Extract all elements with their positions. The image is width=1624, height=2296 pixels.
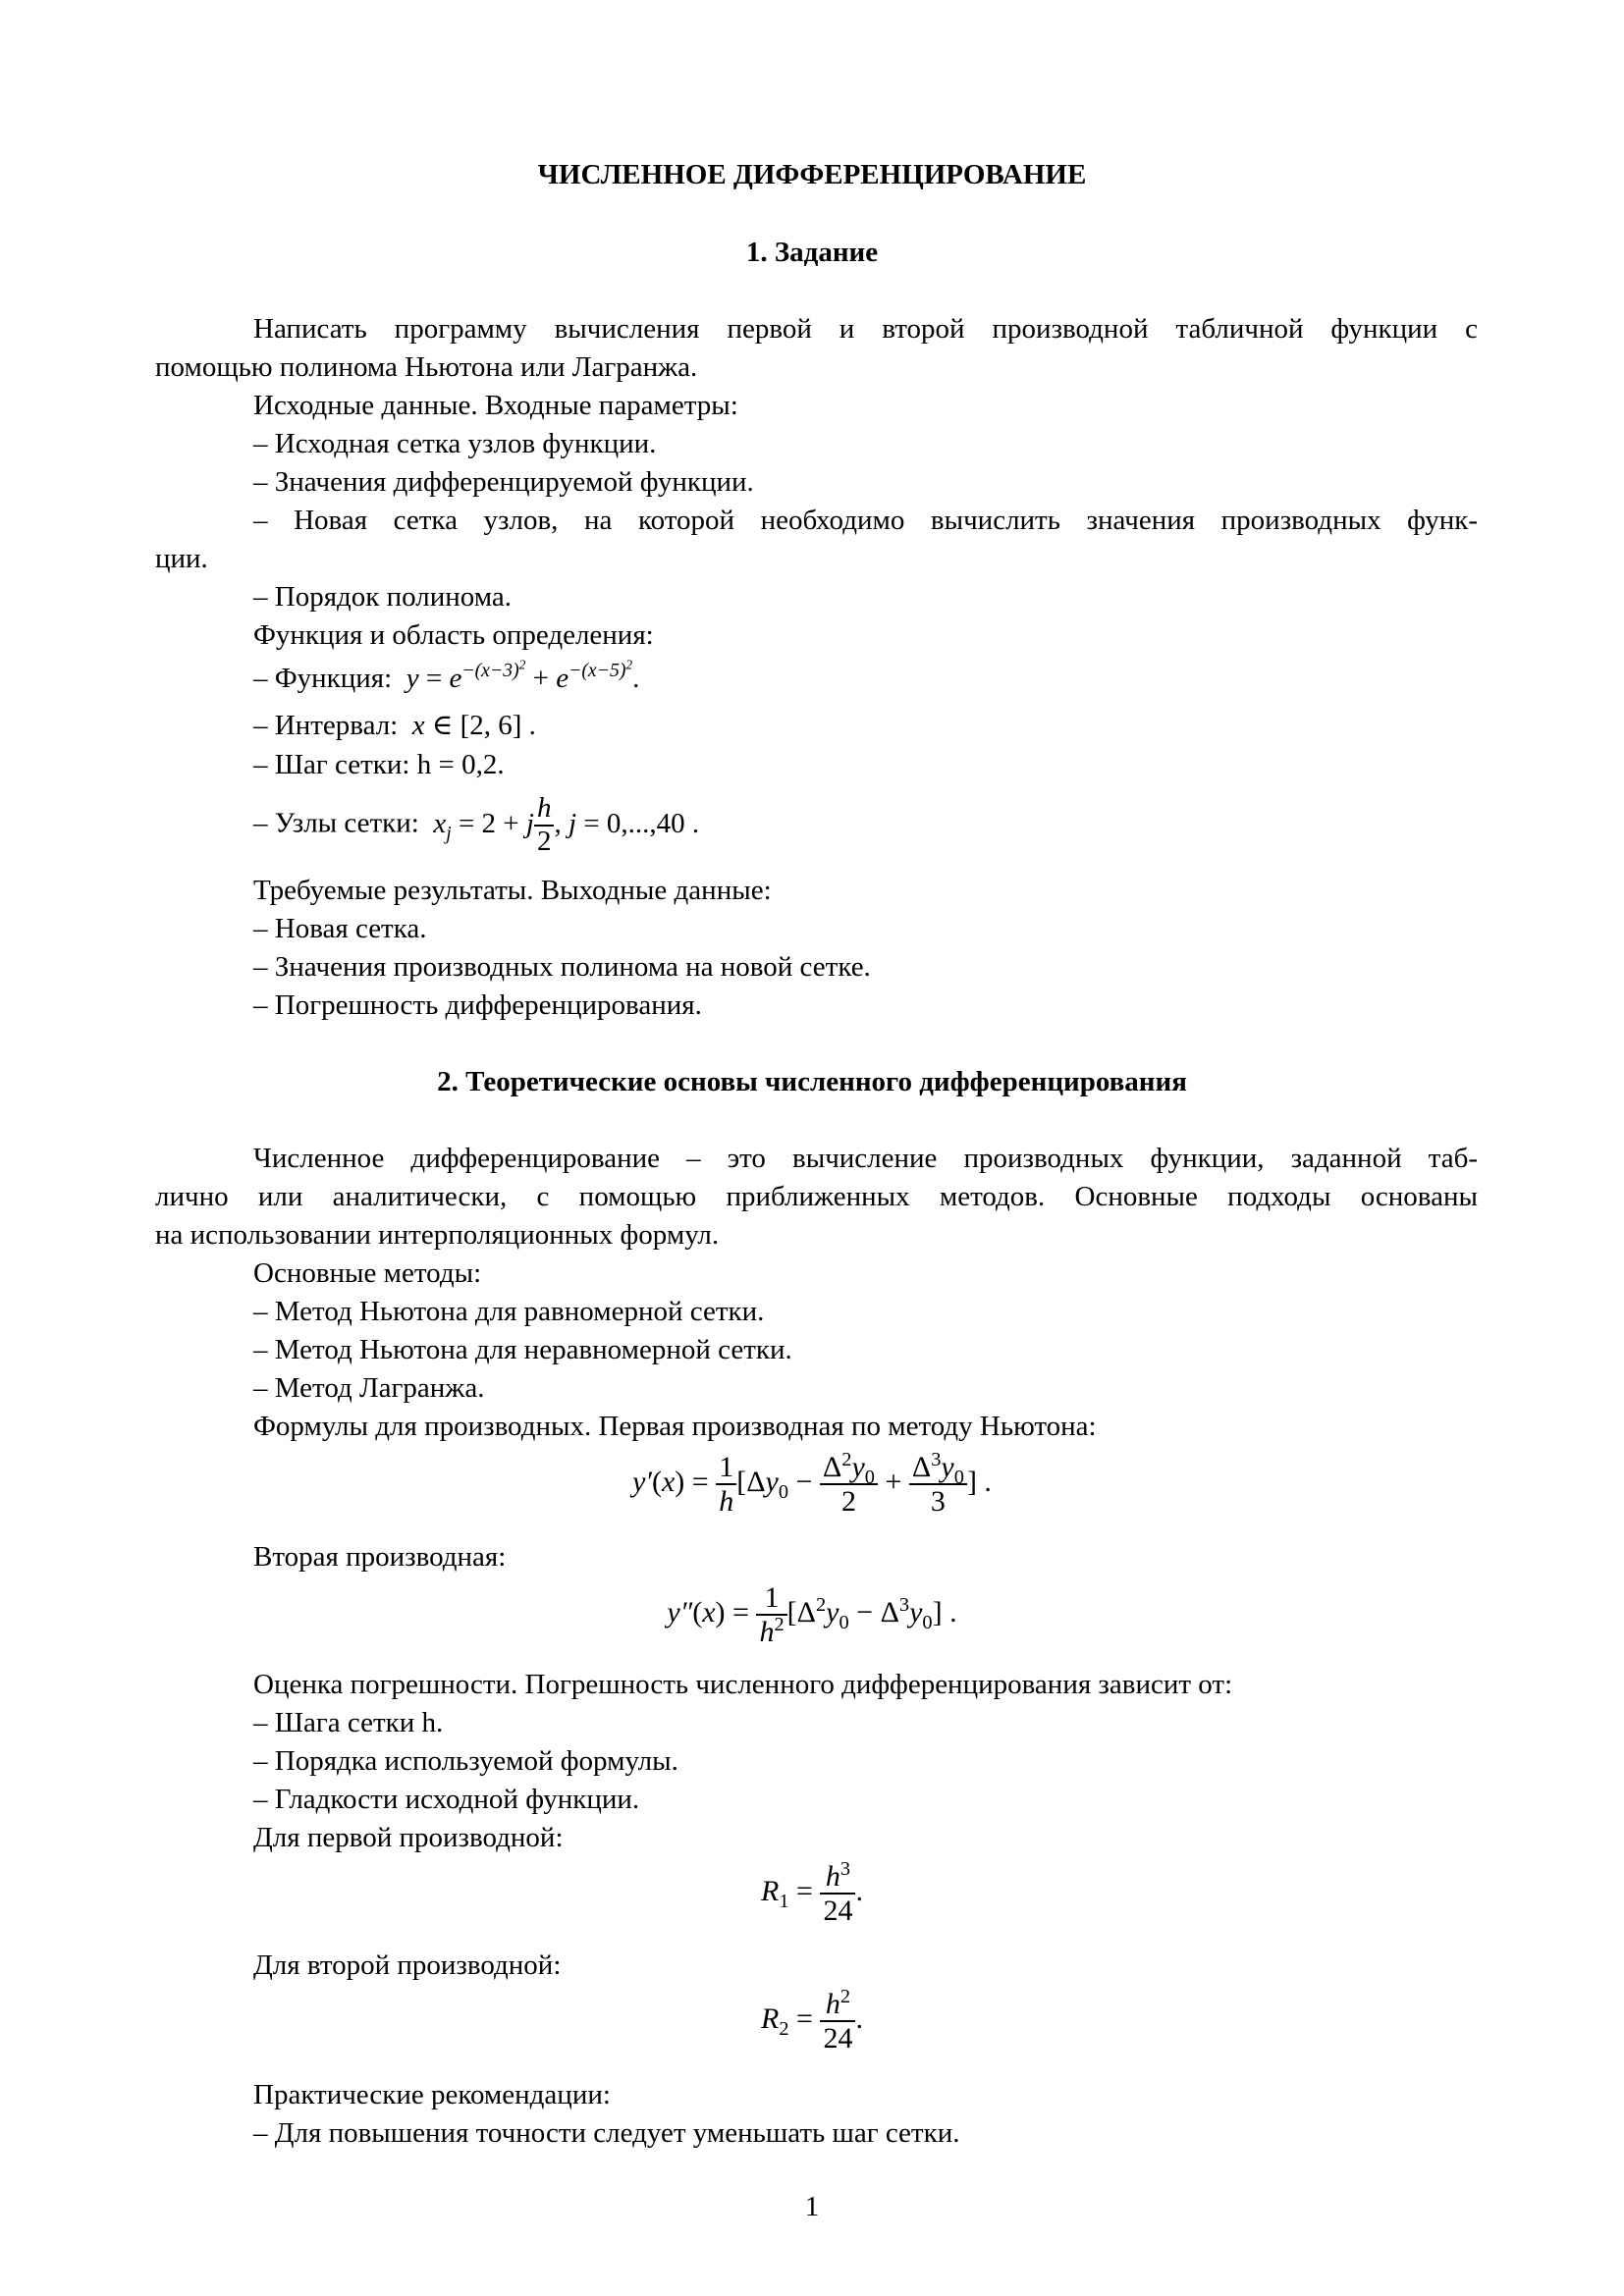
practical-heading: Практические рекомендации: bbox=[253, 2079, 611, 2110]
step-value: h = 0,2. bbox=[416, 749, 505, 780]
step-line bbox=[253, 746, 505, 783]
first-error-heading: Для первой производной: bbox=[253, 1822, 564, 1853]
interval-formula: x ∈ [2, 6] . bbox=[405, 710, 536, 741]
function-formula: $y = e^{-(x-3)^2} + e^{-(x-5)^2}$ bbox=[399, 657, 633, 694]
nodes-formula: $x_j = 2 + j$ $\frac{h}{2}$ , j = 0,...,40 . bbox=[426, 792, 700, 857]
list-item: – Значения дифференцируемой функции. bbox=[253, 466, 754, 498]
list-item: – Порядка используемой формулы. bbox=[253, 1745, 678, 1777]
paragraph-line: Написать программу вычисления первой и второй производной табличной функции с bbox=[253, 313, 1478, 345]
list-item: – Гладкости исходной функции. bbox=[253, 1784, 640, 1815]
list-item: – Метод Лагранжа. bbox=[253, 1372, 485, 1404]
interval-line bbox=[253, 707, 536, 744]
interval-label: – Интервал: bbox=[253, 710, 399, 741]
section-2-heading: 2. Теоретические основы численного дифференцирования bbox=[437, 1066, 1187, 1097]
document-title: ЧИСЛЕННОЕ ДИФФЕРЕНЦИРОВАНИЕ bbox=[537, 159, 1087, 190]
paragraph-line: Численное дифференцирование – это вычисление производных функции, заданной таб- bbox=[253, 1143, 1478, 1174]
step-label: – Шаг сетки: bbox=[253, 749, 410, 780]
error-heading: Оценка погрешности. Погрешность численного дифференцирования зависит от: bbox=[253, 1669, 1233, 1700]
list-item: – Исходная сетка узлов функции. bbox=[253, 428, 657, 459]
paragraph-line: на использовании интерполяционных формул. bbox=[155, 1219, 720, 1251]
second-error-heading: Для второй производной: bbox=[253, 1949, 562, 1981]
nodes-label: – Узлы сетки: bbox=[253, 807, 419, 839]
list-item: – Значения производных полинома на новой сетке. bbox=[253, 951, 871, 983]
first-error-formula: $R_1$ = $\frac{h^3}{24}$ . bbox=[761, 1858, 863, 1927]
first-derivative-formula: y′(x) = $\frac{1}{h}$ [$\Delta y_0$ − $\frac{\Delta^2y_0}{2}$ + $\frac{\Delta^3y_0}{3}$ ] . bbox=[632, 1449, 992, 1518]
list-item: – Новая сетка узлов, на которой необходимо вычислить значения производных функ- bbox=[253, 505, 1478, 536]
domain-heading: Функция и область определения: bbox=[253, 619, 654, 651]
list-item-continuation: ции. bbox=[155, 543, 208, 574]
outputs-heading: Требуемые результаты. Выходные данные: bbox=[253, 875, 772, 906]
page-number: 1 bbox=[804, 2191, 820, 2222]
list-item: – Для повышения точности следует уменьшать шаг сетки. bbox=[253, 2117, 960, 2149]
second-error-formula: $R_2$ = $\frac{h^2}{24}$ . bbox=[761, 1986, 863, 2055]
second-derivative-heading: Вторая производная: bbox=[253, 1541, 507, 1573]
function-line: – Функция: $y = e^{-(x-3)^2} + e^{-(x-5)^2}$. bbox=[253, 657, 640, 694]
paragraph-line: лично или аналитически, с помощью приближенных методов. Основные подходы основаны bbox=[155, 1181, 1478, 1212]
list-item: – Метод Ньютона для равномерной сетки. bbox=[253, 1296, 765, 1327]
inputs-heading: Исходные данные. Входные параметры: bbox=[253, 390, 738, 421]
section-1-heading: 1. Задание bbox=[745, 237, 879, 268]
list-item: – Погрешность дифференцирования. bbox=[253, 989, 702, 1021]
first-derivative-heading: Формулы для производных. Первая производная по методу Ньютона: bbox=[253, 1411, 1097, 1442]
function-label: – Функция: bbox=[253, 663, 393, 694]
list-item: – Порядок полинома. bbox=[253, 581, 512, 613]
paragraph-line: помощью полинома Ньютона или Лагранжа. bbox=[155, 351, 698, 383]
list-item: – Шага сетки h. bbox=[253, 1707, 444, 1738]
list-item: – Метод Ньютона для неравномерной сетки. bbox=[253, 1334, 792, 1365]
methods-heading: Основные методы: bbox=[253, 1257, 482, 1289]
list-item: – Новая сетка. bbox=[253, 913, 427, 944]
nodes-line bbox=[253, 793, 699, 858]
second-derivative-formula: y″(x) = $\frac{1}{h^2}$ $[\Delta^2y_0 - \Delta^3y_0]$ . bbox=[667, 1581, 957, 1648]
